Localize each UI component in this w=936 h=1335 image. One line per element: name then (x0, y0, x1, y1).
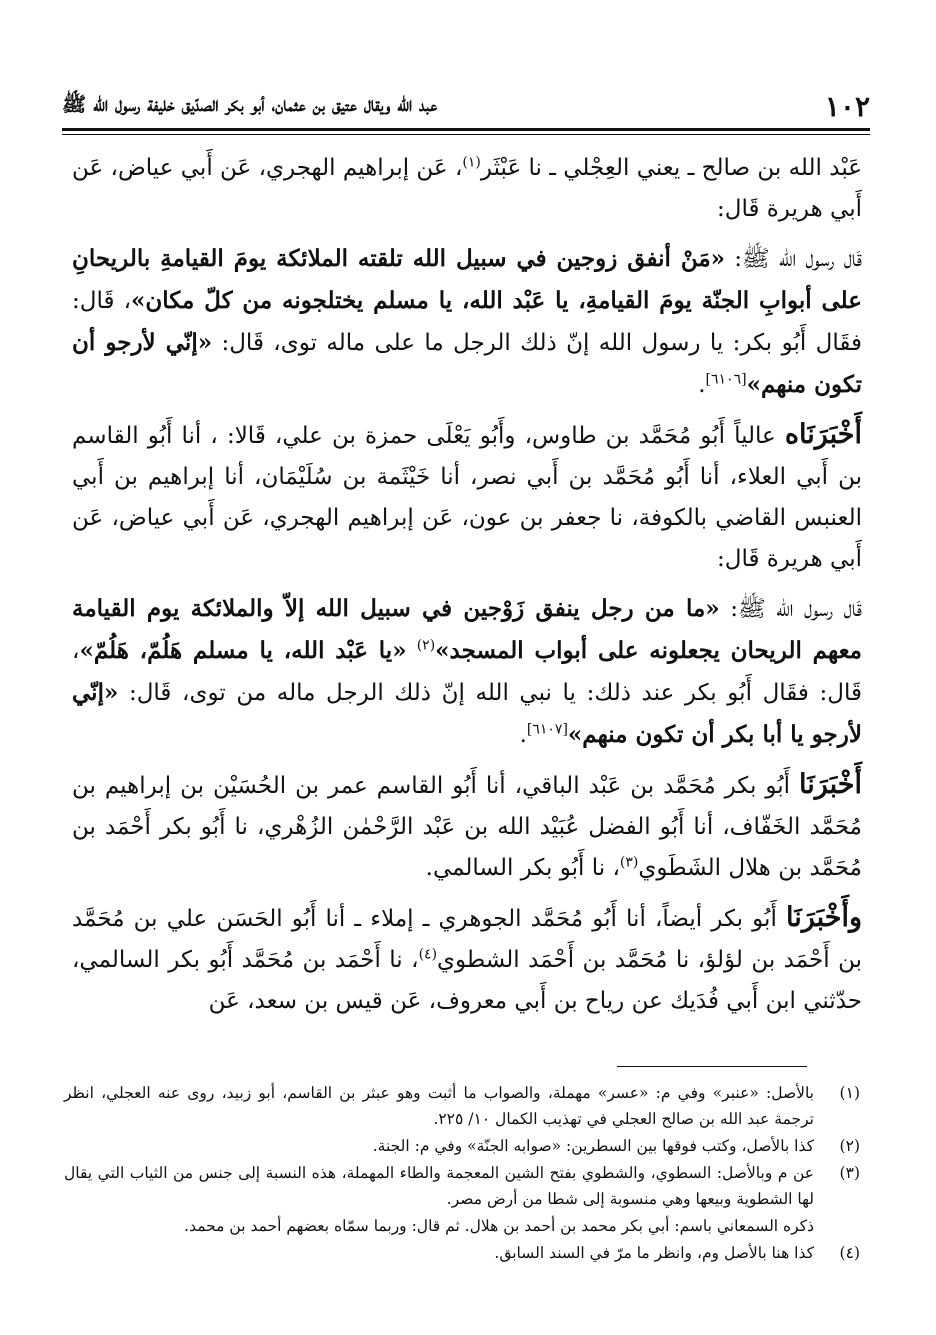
footnote (64, 1240, 860, 1266)
text-segment: أَبُو بكر أيضاً، أنا أَبُو مُحَمَّد الجوهري ـ إملاء ـ أنا أَبُو الحَسَن علي بن مُحَمَّد بن أَحْمَد بن لؤلؤ، نا مُحَمَّد بن أَحْمَد الشطوي (72, 906, 862, 973)
text-segment: عَبْد الله بن صالح ـ يعني العِجْلي ـ نا عَبْثَر (480, 155, 862, 181)
page-header (62, 86, 870, 126)
footnote-number: (٤) (839, 1244, 860, 1262)
text-segment: ، نا أَحْمَد بن مُحَمَّد أَبُو بكر السالمي، حدّثني ابن أَبي فُدَيك عن رياح بن أَبي معروف، عَن قيس بن سعد، عَن (72, 947, 862, 1014)
text-segment: ، قَال: فقَال أَبُو بكر عند ذلك: يا نبي الله إنّ ذلك الرجل ماله من توى، قَال: (72, 638, 862, 706)
paragraph (72, 588, 862, 756)
paragraph-lead-word: أَخْبَرَنَا (799, 769, 862, 800)
text-segment: . (698, 372, 706, 398)
text-segment: عالياً أَبُو مُحَمَّد بن طاوس، وأَبُو يَعْلَى حمزة بن علي، قَالا: ، أنا أَبُو القاسم بن أَبي العلاء، أنا أَبُو مُحَمَّد بن أَبي نصر، أنا خَيْثَمة بن سُلَيْمَان، أنا إبراهيم بن أَبي العنبس القاضي بالكوفة، نا جعفر بن عون، عَن إبراهيم الهجري، عَن أَبي عياض، عَن أَبي هريرة قَال: (72, 423, 862, 572)
footnote-text: عن م وبالأصل: السطوي، والشطوي بفتح الشين المعجمة والطاء المهملة، هذه النسبة إلى جنس من الثياب التي يقال لها الشطوية وبيعها وهي منسوبة إلى شطا من أرض مصر. (64, 1164, 814, 1208)
footnote (64, 1213, 860, 1239)
text-segment: أَبُو بكر مُحَمَّد بن عَبْد الباقي، أنا أَبُو القاسم عمر بن الحُسَيْن بن إبراهيم بن مُحَمَّد الخَفّاف، أنا أَبُو الفضل عُبَيْد الله بن عَبْد الرَّحْمٰن الزُهْري، نا أَبُو بكر أَحْمَد بن مُحَمَّد بن هلال الشَطَوي (72, 773, 862, 881)
page-number: ١٠٢ (824, 89, 870, 123)
paragraph (72, 238, 862, 406)
footnote (64, 1160, 860, 1212)
footnote-number: (١) (839, 1084, 860, 1102)
footnote (64, 1133, 860, 1159)
text-segment: ، قَال: فقَال أَبُو بكر: يا رسول الله إنّ ذلك الرجل ما على ماله توى، قَال: (72, 288, 862, 356)
footnote-reference: (٤) (418, 946, 438, 963)
footnote-reference: [٦١٠٧] (526, 721, 568, 738)
paragraph-lead-word: أَخْبَرَنَاه (784, 419, 862, 450)
text-segment: ، نا أَبُو بكر السالمي. (425, 855, 620, 881)
footnote-number (814, 1213, 860, 1239)
text-segment: قَال رسول الله ﷺ: (725, 246, 863, 272)
footnote-number: (٣) (839, 1164, 860, 1182)
text-segment: ، عَن إبراهيم الهجري، عَن أَبي عياض، عَن أَبي هريرة قَال: (72, 155, 862, 222)
paragraph (72, 414, 862, 580)
hadith-quote: «إنّي لأرجو يا أبا بكر أن تكون منهم» (72, 679, 862, 748)
footnotes (64, 1080, 860, 1267)
footnote-text: كذا بالأصل، وكتب فوقها بين السطرين: «صوابه الجنّة» وفي م: الجنة. (372, 1137, 814, 1155)
footnote-reference: (١) (462, 154, 481, 171)
main-text (72, 148, 862, 1030)
footnote-reference: (٣) (619, 854, 639, 871)
paragraph (72, 764, 862, 889)
text-segment: قَال رسول الله ﷺ: (719, 596, 862, 622)
paragraph (72, 897, 862, 1022)
hadith-quote: «ما من رجل ينفق زَوْجين في سبيل الله إلاّ والملائكة يوم القيامة معهم الريحان يجعلونه على أبواب المسجد» (72, 595, 863, 664)
text-segment (407, 638, 417, 664)
footnote-text: كذا هنا بالأصل وم، وانظر ما مرّ في السند السابق. (494, 1244, 814, 1262)
header-rule (62, 128, 870, 135)
footnote-text: بالأصل: «عنبر» وفي م: «عسر» مهملة، والصواب ما أثبت وهو عبثر بن القاسم، أبو زبيد، روى عنه العجلي، انظر ترجمة عبد الله بن صالح العجلي في تهذيب الكمال ١٠/ ٢٢٥. (64, 1084, 814, 1128)
footnote-reference: (٢) (416, 637, 436, 654)
paragraph (72, 148, 862, 230)
footnote-text: ذكره السمعاني باسم: أبي بكر محمد بن أحمد بن هلال. ثم قال: وربما سمّاه بعضهم أحمد بن محمد. (184, 1217, 814, 1235)
footnote-number: (٢) (839, 1137, 860, 1155)
hadith-quote: «إنّي لأرجو أن تكون منهم» (72, 329, 862, 398)
hadith-quote: «يا عَبْد الله، يا مسلم هَلُمّ، هَلُمّ» (79, 637, 407, 664)
running-title: عبد الله ويقال عتيق بن عثمان، أبو بكر الصدّيق خليفة رسول الله ﷺ (62, 91, 438, 116)
paragraph-lead-word: وأَخْبَرَنَا (785, 902, 862, 933)
footnote-separator (617, 1066, 807, 1067)
text-segment: . (519, 722, 527, 748)
hadith-quote: «مَنْ أنفق زوجين في سبيل الله تلقته الملائكة يومَ القيامةِ بالريحانِ على أبوابِ الجنّة يومَ القيامةِ، يا عَبْد الله، يا مسلم يختلجونه من كلّ مكان» (72, 245, 863, 314)
footnote-reference: [٦١٠٦] (705, 371, 747, 388)
footnote (64, 1080, 860, 1132)
